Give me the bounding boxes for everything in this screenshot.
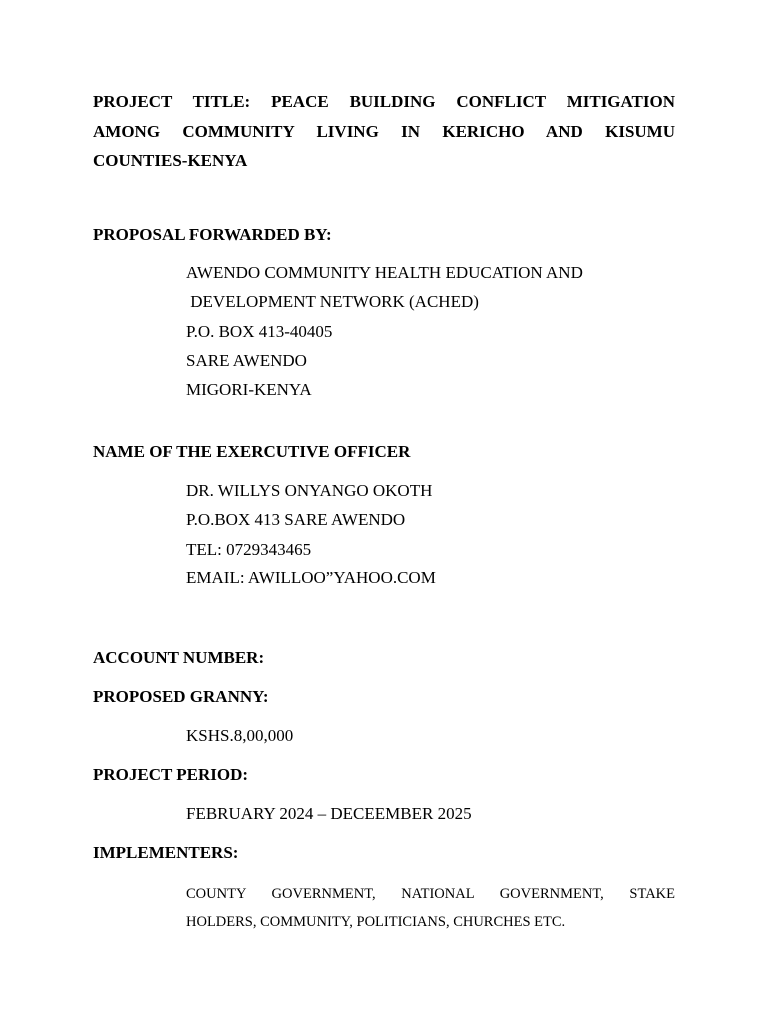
executive-address: P.O.BOX 413 SARE AWENDO [186,510,406,529]
proposal-address-line: MIGORI-KENYA [186,380,312,399]
proposal-org-line: AWENDO COMMUNITY HEALTH EDUCATION AND [186,263,583,282]
proposal-address-line: P.O. BOX 413-40405 [186,322,333,341]
proposal-org-line: DEVELOPMENT NETWORK (ACHED) [186,292,479,311]
executive-phone: TEL: 0729343465 [186,540,312,559]
executive-email: EMAIL: AWILLOO”YAHOO.COM [186,568,436,587]
account-number-heading: ACCOUNT NUMBER: [93,648,265,667]
project-title-line: PROJECT TITLE: PEACE BUILDING CONFLICT MITIGATION [93,92,675,111]
implementers-line: COUNTY GOVERNMENT, NATIONAL GOVERNMENT, STAKE [186,886,675,902]
proposal-heading: PROPOSAL FORWARDED BY: [93,225,332,244]
proposal-address-line: SARE AWENDO [186,351,307,370]
implementers-line: HOLDERS, COMMUNITY, POLITICIANS, CHURCHES ETC. [186,914,566,930]
project-period-value: FEBRUARY 2024 – DECEEMBER 2025 [186,804,472,823]
project-period-heading: PROJECT PERIOD: [93,765,249,784]
project-title [93,87,675,176]
implementers-heading: IMPLEMENTERS: [93,843,239,862]
implementers-list [186,880,675,936]
project-title-line: AMONG COMMUNITY LIVING IN KERICHO AND KISUMU [93,121,675,141]
proposed-granny-heading: PROPOSED GRANNY: [93,687,269,706]
project-title-line: COUNTIES-KENYA [93,151,248,170]
executive-heading: NAME OF THE EXERCUTIVE OFFICER [93,442,411,461]
executive-name: DR. WILLYS ONYANGO OKOTH [186,481,433,500]
proposed-granny-value: KSHS.8,00,000 [186,726,294,745]
